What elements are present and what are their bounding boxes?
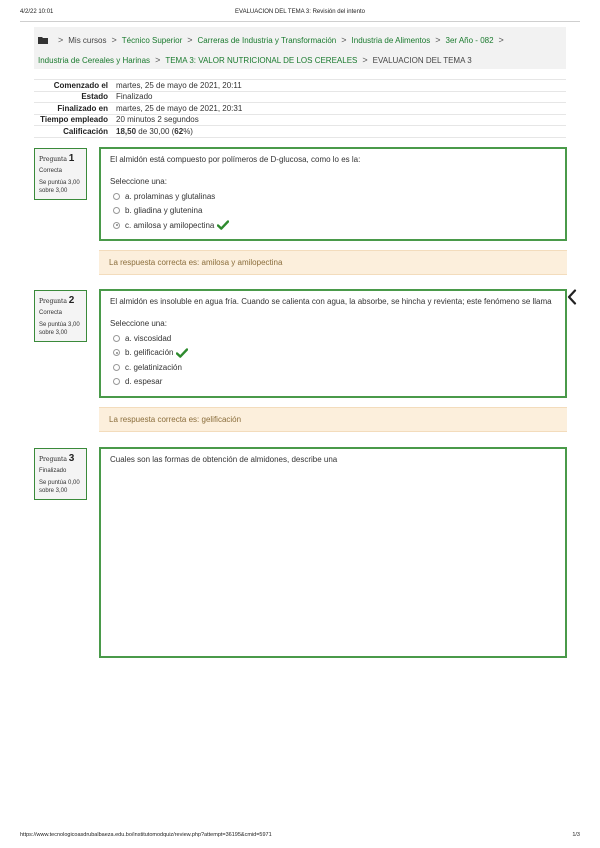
question-content-3 xyxy=(99,447,567,658)
radio-button-checked[interactable] xyxy=(113,222,120,229)
breadcrumb-separator: > xyxy=(187,35,193,45)
question-label: Pregunta xyxy=(39,298,68,305)
option-label: c. amilosa y amilopectina xyxy=(125,220,215,230)
summary-row-started xyxy=(34,80,566,92)
answer-option-selected[interactable] xyxy=(110,218,556,233)
question-mark: Se puntúa 0,00 sobre 3,00 xyxy=(39,479,80,494)
print-page-number: 1/3 xyxy=(572,832,580,838)
question-text: Cuales son las formas de obtención de almidones, describe una xyxy=(110,455,338,464)
chevron-left-icon[interactable] xyxy=(567,289,577,305)
option-label: a. viscosidad xyxy=(125,333,172,343)
question-state: Finalizado xyxy=(39,467,67,474)
feedback-box-2 xyxy=(99,407,567,432)
summary-value xyxy=(108,127,193,136)
attempt-summary xyxy=(34,79,566,138)
answer-prompt: Seleccione una: xyxy=(110,319,167,328)
breadcrumb-industria-alimentos[interactable]: Industria de Alimentos xyxy=(351,35,431,45)
check-icon xyxy=(217,220,229,230)
question-label: Pregunta xyxy=(39,156,68,163)
correct-answer-text: La respuesta correcta es: gelificación xyxy=(109,415,242,424)
grade-percent: 62 xyxy=(174,126,184,136)
question-content-1 xyxy=(99,147,567,241)
breadcrumb-separator: > xyxy=(111,35,117,45)
option-label: d. espesar xyxy=(125,377,163,387)
grade-score: 18,50 xyxy=(116,126,137,136)
breadcrumb-tecnico-superior[interactable]: Técnico Superior xyxy=(121,35,183,45)
breadcrumb-line-1 xyxy=(38,35,509,45)
option-label: c. gelatinización xyxy=(125,362,182,372)
print-header xyxy=(20,9,580,19)
summary-value: 20 minutos 2 segundos xyxy=(116,115,199,125)
correct-answer-text: La respuesta correcta es: amilosa y amilopectina xyxy=(109,258,283,267)
question-content-2 xyxy=(99,289,567,398)
breadcrumb-separator: > xyxy=(362,55,368,65)
question-info-3 xyxy=(34,448,87,500)
breadcrumb xyxy=(34,27,566,69)
answer-option[interactable] xyxy=(110,189,556,204)
header-divider xyxy=(20,21,580,22)
summary-value: martes, 25 de mayo de 2021, 20:31 xyxy=(116,103,243,113)
summary-value: martes, 25 de mayo de 2021, 20:11 xyxy=(116,80,242,90)
breadcrumb-separator: > xyxy=(435,35,441,45)
answer-option-selected[interactable] xyxy=(110,346,556,361)
answer-option[interactable] xyxy=(110,331,556,346)
radio-button-checked[interactable] xyxy=(113,349,120,356)
answer-option[interactable] xyxy=(110,204,556,219)
grade-end: %) xyxy=(183,126,193,136)
folder-icon[interactable] xyxy=(38,36,49,44)
question-info-1 xyxy=(34,148,87,200)
summary-label: Tiempo empleado xyxy=(40,115,108,125)
radio-button[interactable] xyxy=(113,193,120,200)
summary-row-state xyxy=(34,92,566,104)
question-number: 3 xyxy=(68,453,75,464)
breadcrumb-separator: > xyxy=(341,35,347,45)
summary-row-time xyxy=(34,115,566,127)
feedback-box-1 xyxy=(99,250,567,275)
option-label: b. gliadina y glutenina xyxy=(125,206,203,216)
question-text: El almidón es insoluble en agua fría. Cuando se calienta con agua, la absorbe, se hincha y revienta; este fenómeno se llama xyxy=(110,297,552,306)
summary-row-finished xyxy=(34,103,566,115)
breadcrumb-separator: > xyxy=(58,35,64,45)
breadcrumb-mis-cursos[interactable]: Mis cursos xyxy=(68,35,107,45)
summary-label: Finalizado en xyxy=(57,103,108,113)
option-label: a. prolaminas y glutalinas xyxy=(125,191,216,201)
breadcrumb-carreras[interactable]: Carreras de Industria y Transformación xyxy=(197,35,337,45)
summary-value: Finalizado xyxy=(116,92,153,102)
question-state: Correcta xyxy=(39,167,63,174)
question-info-2 xyxy=(34,290,87,342)
radio-button[interactable] xyxy=(113,207,120,214)
question-number: 2 xyxy=(68,295,75,306)
answer-prompt: Seleccione una: xyxy=(110,177,167,186)
radio-button[interactable] xyxy=(113,335,120,342)
breadcrumb-line-2 xyxy=(38,55,472,65)
summary-row-grade xyxy=(34,126,566,138)
question-mark: Se puntúa 3,00 sobre 3,00 xyxy=(39,179,80,194)
summary-label: Comenzado el xyxy=(53,80,108,90)
question-label: Pregunta xyxy=(39,456,68,463)
print-url: https://www.tecnologicoasdrubalbaeza.edu.bo/institutomodquiz/review.php?attempt=36195&cmid=5971 xyxy=(20,832,272,838)
breadcrumb-separator: > xyxy=(155,55,161,65)
radio-button[interactable] xyxy=(113,378,120,385)
print-title: EVALUACION DEL TEMA 3: Revisión del intento xyxy=(235,9,365,15)
breadcrumb-separator: > xyxy=(498,35,504,45)
answer-option[interactable] xyxy=(110,375,556,390)
breadcrumb-tema[interactable]: TEMA 3: VALOR NUTRICIONAL DE LOS CEREALES xyxy=(165,55,358,65)
question-state: Correcta xyxy=(39,309,63,316)
summary-label: Estado xyxy=(81,92,108,102)
check-icon xyxy=(176,348,188,358)
question-text: El almidón está compuesto por polímeros de D-glucosa, como lo es la: xyxy=(110,155,361,164)
breadcrumb-course[interactable]: Industria de Cereales y Harinas xyxy=(38,55,151,65)
answer-option[interactable] xyxy=(110,360,556,375)
summary-label: Calificación xyxy=(63,126,108,136)
option-label: b. gelificación xyxy=(125,348,174,358)
print-datetime: 4/2/22 10:01 xyxy=(20,9,54,15)
breadcrumb-current: EVALUACION DEL TEMA 3 xyxy=(372,55,472,65)
question-number: 1 xyxy=(68,153,75,164)
radio-button[interactable] xyxy=(113,364,120,371)
question-mark: Se puntúa 3,00 sobre 3,00 xyxy=(39,321,80,336)
grade-mid: de 30,00 ( xyxy=(136,126,175,136)
breadcrumb-year[interactable]: 3er Año - 082 xyxy=(445,35,494,45)
